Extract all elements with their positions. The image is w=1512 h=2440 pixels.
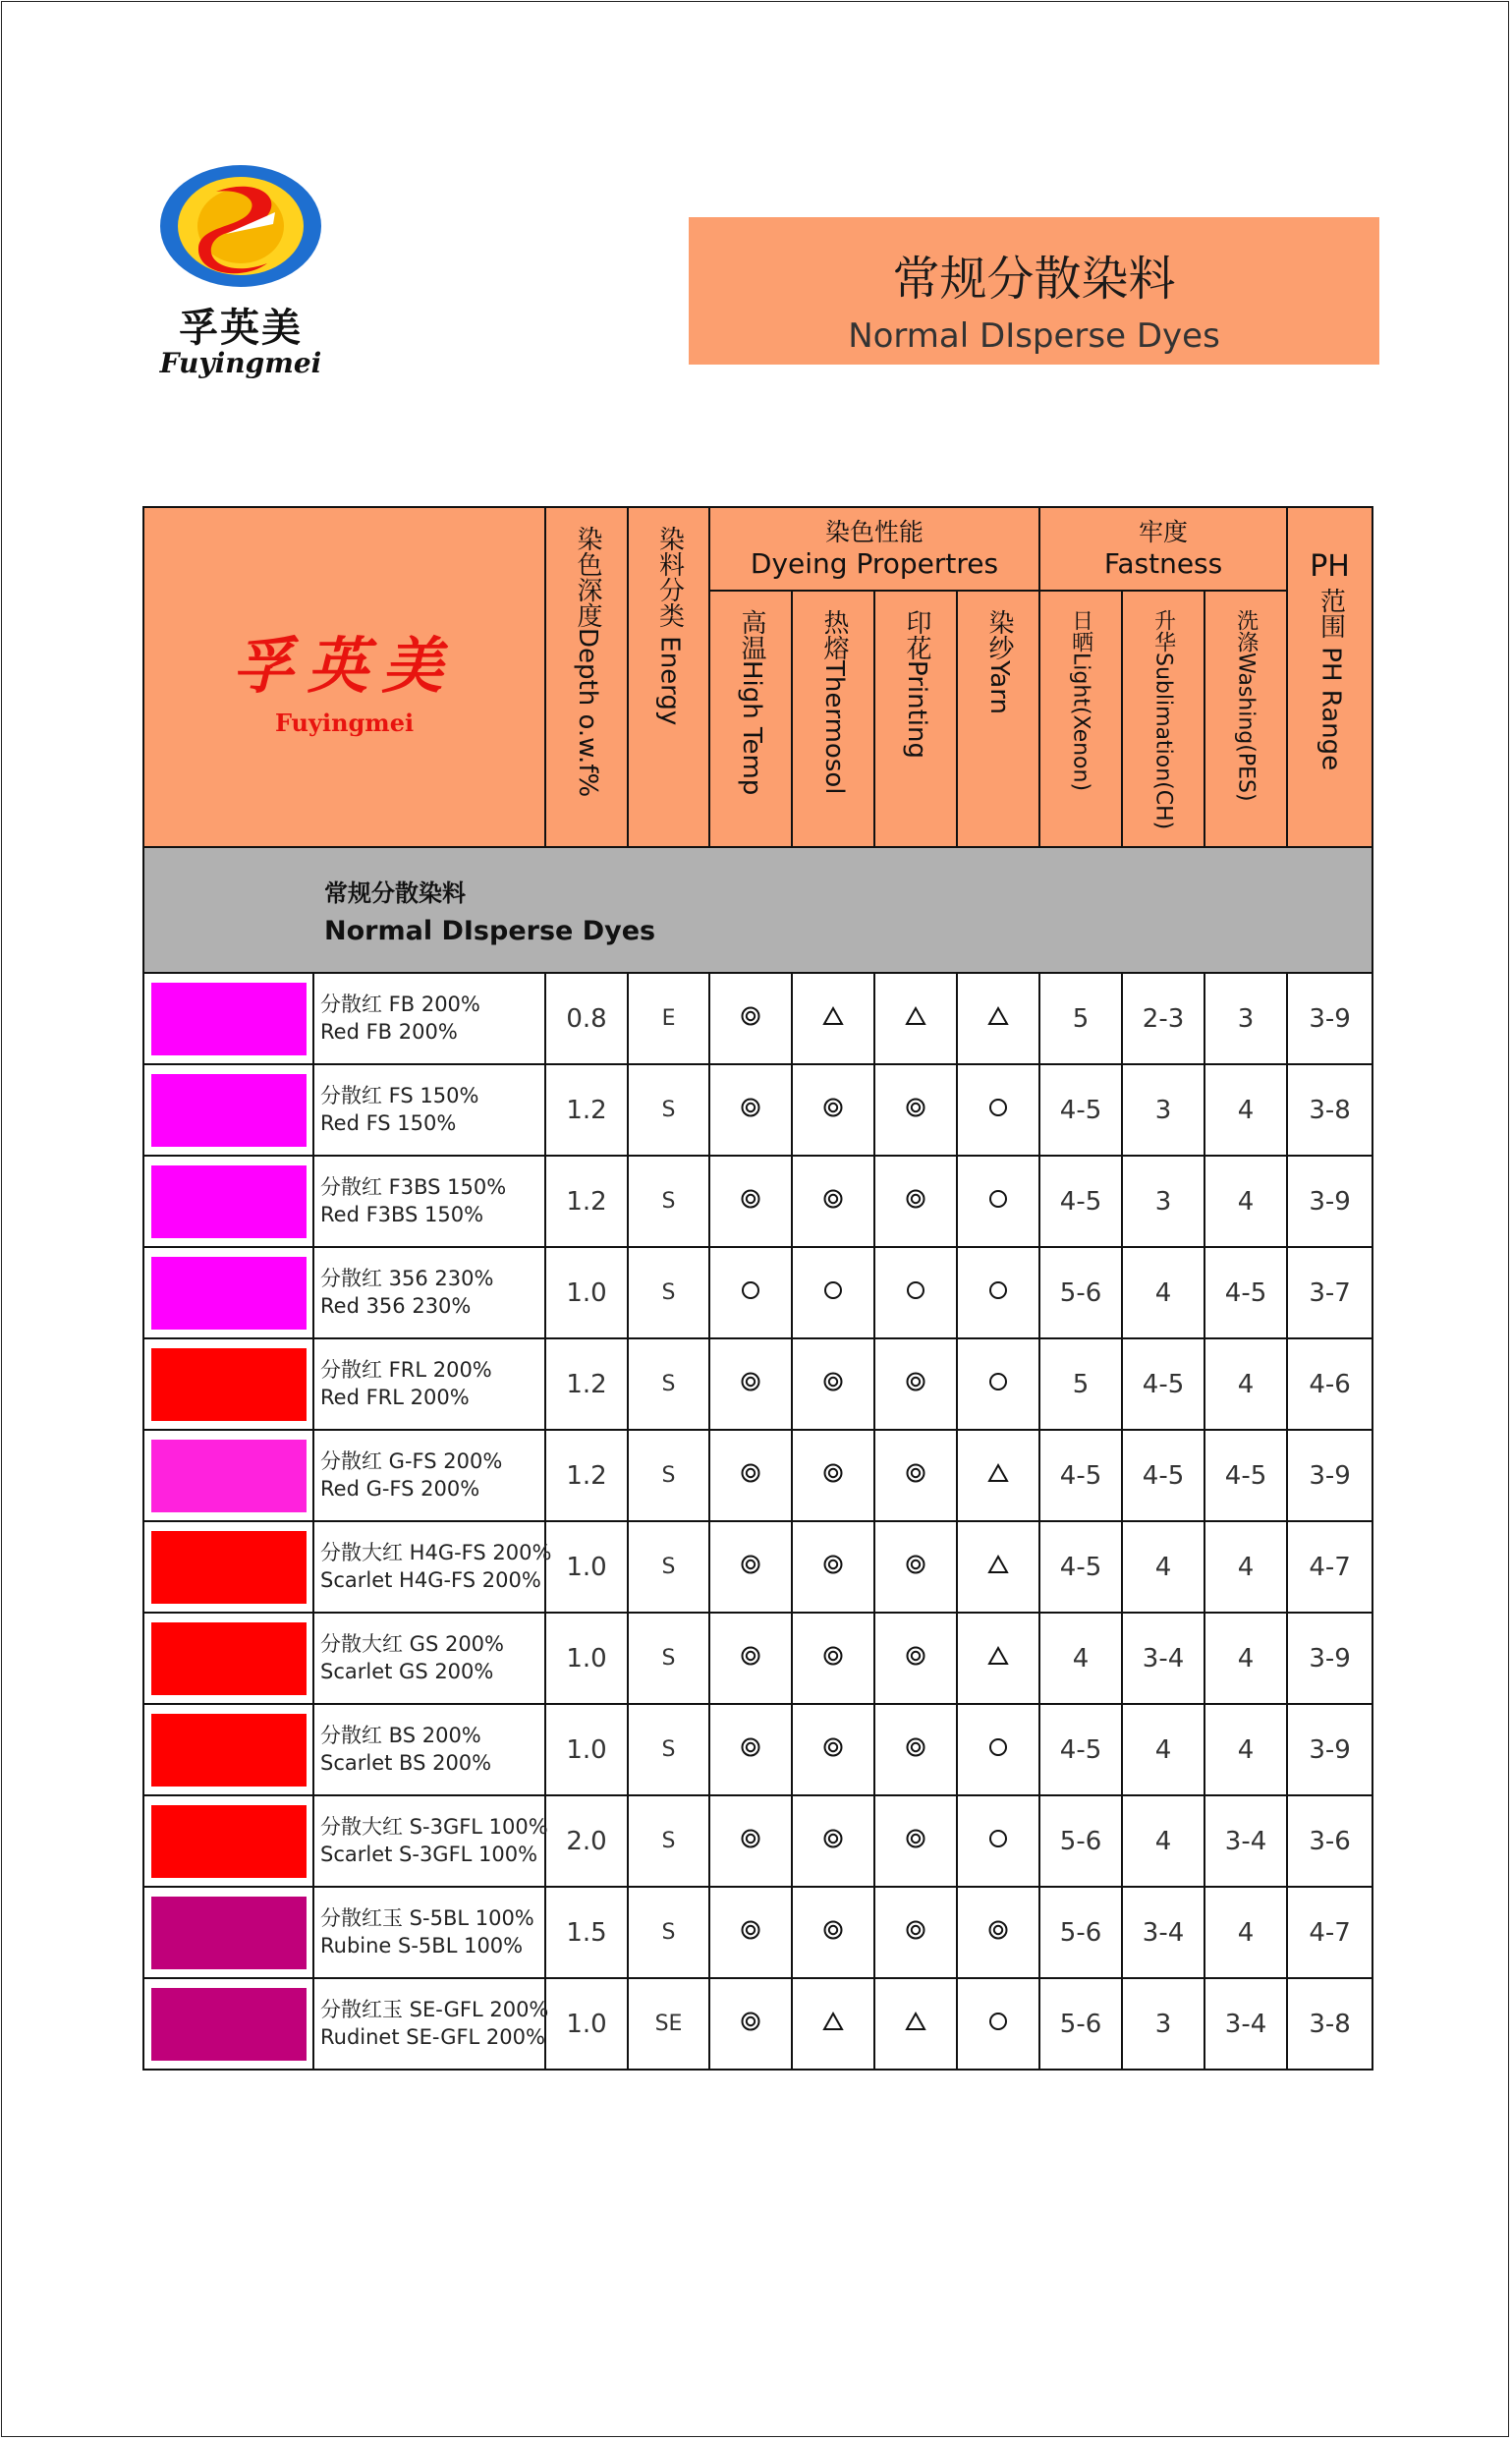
page-title-cn: 常规分散染料: [892, 252, 1176, 307]
depth-cell: 1.2: [545, 1064, 628, 1156]
light-cell: 4-5: [1039, 1521, 1122, 1613]
yarn-cell: [957, 1613, 1039, 1704]
thermosol-cell: [792, 1247, 874, 1338]
color-swatch: [151, 1348, 307, 1421]
high-temp-header: [709, 591, 792, 847]
energy-cell: SE: [628, 1978, 709, 2070]
energy-cell: S: [628, 1795, 709, 1887]
triangle-icon: [822, 1005, 844, 1027]
ph-header: [1287, 507, 1372, 847]
color-swatch: [151, 1622, 307, 1695]
thermosol-label: 热熔Thermosol: [818, 609, 849, 795]
section-title-en: Normal DIsperse Dyes: [324, 916, 656, 946]
dye-name-cell: [313, 1978, 549, 2070]
washing-cell: 4: [1204, 1156, 1287, 1247]
thermosol-cell: [792, 1338, 874, 1430]
depth-cell: 1.2: [545, 1430, 628, 1521]
double-circle-icon: [822, 1554, 844, 1575]
light-cell: 5: [1039, 973, 1122, 1064]
sublimation-cell: 4: [1122, 1247, 1204, 1338]
energy-cell: S: [628, 1704, 709, 1795]
section-row: [143, 847, 1372, 973]
thermosol-cell: [792, 1613, 874, 1704]
light-cell: 4-5: [1039, 1430, 1122, 1521]
yarn-cell: [957, 1156, 1039, 1247]
double-circle-icon: [905, 1828, 926, 1849]
table-row: [143, 1613, 1372, 1704]
double-circle-icon: [740, 1097, 761, 1118]
circle-icon: [987, 1828, 1009, 1849]
dye-name-cell: [313, 1613, 545, 1704]
color-swatch: [151, 1897, 307, 1969]
dye-name-cell: [313, 973, 545, 1064]
title-banner: [689, 217, 1379, 365]
thermosol-cell: [792, 1795, 874, 1887]
dye-name-cn: 分散大红 GS 200%: [320, 1632, 504, 1657]
table-row: [143, 973, 1372, 1064]
color-swatch-cell: [143, 1156, 313, 1247]
sublimation-cell: 3-4: [1122, 1613, 1204, 1704]
dye-name-en: Red FB 200%: [320, 1019, 458, 1044]
light-cell: 5-6: [1039, 1978, 1122, 2070]
thermosol-cell: [792, 1978, 874, 2070]
high-temp-cell: [709, 1247, 792, 1338]
depth-header: [545, 507, 628, 847]
depth-cell: 1.5: [545, 1887, 628, 1978]
light-cell: 5: [1039, 1338, 1122, 1430]
circle-icon: [987, 2011, 1009, 2032]
double-circle-icon: [740, 1462, 761, 1484]
circle-icon: [740, 1279, 761, 1301]
high-temp-cell: [709, 973, 792, 1064]
dye-name-en: Scarlet GS 200%: [320, 1659, 494, 1683]
dye-name-cell: [313, 1704, 545, 1795]
circle-icon: [987, 1188, 1009, 1210]
yarn-header: [957, 591, 1039, 847]
color-swatch-cell: [143, 1430, 313, 1521]
ph-cell: 3-8: [1287, 1064, 1372, 1156]
table-row: [143, 1156, 1372, 1247]
yarn-cell: [957, 1704, 1039, 1795]
energy-cell: S: [628, 1247, 709, 1338]
energy-cell: S: [628, 1887, 709, 1978]
printing-cell: [874, 1521, 957, 1613]
section-label: [143, 847, 1372, 973]
color-swatch-cell: [143, 1887, 313, 1978]
sublimation-cell: 4-5: [1122, 1430, 1204, 1521]
double-circle-icon: [905, 1919, 926, 1941]
high-temp-cell: [709, 1521, 792, 1613]
ph-cell: 3-9: [1287, 1613, 1372, 1704]
fastness-header: [1039, 507, 1287, 591]
logo-name-cn: 孚英美: [179, 305, 303, 351]
high-temp-label: 高温High Temp: [736, 609, 766, 796]
yarn-cell: [957, 973, 1039, 1064]
sublimation-cell: 3: [1122, 1064, 1204, 1156]
triangle-icon: [987, 1554, 1009, 1575]
double-circle-icon: [822, 1828, 844, 1849]
double-circle-icon: [822, 1371, 844, 1392]
dye-name-cn: 分散红 356 230%: [320, 1267, 494, 1291]
energy-cell: S: [628, 1430, 709, 1521]
printing-label: 印花Printing: [901, 609, 931, 760]
double-circle-icon: [822, 1736, 844, 1758]
table-row: [143, 1704, 1372, 1795]
thermosol-cell: [792, 1887, 874, 1978]
dye-name-en: Red FS 150%: [320, 1110, 457, 1135]
circle-icon: [905, 1279, 926, 1301]
energy-cell: S: [628, 1156, 709, 1247]
dye-name-cn: 分散红 FRL 200%: [320, 1358, 492, 1383]
color-swatch: [151, 1805, 307, 1878]
depth-header-label: 染色深度Depth o.w.f%: [572, 526, 602, 798]
brand-cell: [143, 507, 545, 847]
printing-cell: [874, 1613, 957, 1704]
triangle-icon: [905, 1005, 926, 1027]
dye-name-cn: 分散红玉 SE-GFL 200%: [320, 1998, 549, 2022]
washing-cell: 3-4: [1204, 1978, 1287, 2070]
double-circle-icon: [905, 1462, 926, 1484]
color-swatch-cell: [143, 1064, 313, 1156]
dye-name-cell: [313, 1338, 545, 1430]
sublimation-cell: 4: [1122, 1521, 1204, 1613]
double-circle-icon: [822, 1462, 844, 1484]
dye-name-en: Red G-FS 200%: [320, 1476, 480, 1501]
washing-cell: 3-4: [1204, 1795, 1287, 1887]
dyeing-group-cn: 染色性能: [825, 517, 924, 546]
light-cell: 5-6: [1039, 1247, 1122, 1338]
dye-name-cn: 分散大红 H4G-FS 200%: [320, 1541, 552, 1565]
table-row: [143, 1978, 1372, 2070]
color-swatch: [151, 1257, 307, 1330]
company-logo: [157, 157, 334, 383]
thermosol-cell: [792, 1521, 874, 1613]
dye-name-cn: 分散红 BS 200%: [320, 1724, 481, 1748]
dyeing-group-en: Dyeing Propertres: [750, 546, 999, 580]
depth-cell: 1.0: [545, 1613, 628, 1704]
dye-name-cell: [313, 1247, 545, 1338]
triangle-icon: [822, 2011, 844, 2032]
energy-header-label: 染料分类 Energy: [654, 526, 685, 726]
circle-icon: [987, 1371, 1009, 1392]
circle-icon: [822, 1279, 844, 1301]
double-circle-icon: [987, 1919, 1009, 1941]
page-title-en: Normal DIsperse Dyes: [848, 316, 1220, 356]
triangle-icon: [987, 1462, 1009, 1484]
dye-name-en: Red 356 230%: [320, 1293, 472, 1318]
printing-cell: [874, 1430, 957, 1521]
double-circle-icon: [740, 1645, 761, 1667]
color-swatch-cell: [143, 1613, 313, 1704]
dye-name-cell: [313, 1430, 545, 1521]
table-row: [143, 1064, 1372, 1156]
sublimation-cell: 2-3: [1122, 973, 1204, 1064]
fastness-group-en: Fastness: [1103, 546, 1223, 580]
color-swatch-cell: [143, 1247, 313, 1338]
color-swatch-cell: [143, 973, 313, 1064]
brand-name-en: Fuyingmei: [274, 709, 415, 737]
yarn-cell: [957, 1978, 1039, 2070]
double-circle-icon: [905, 1554, 926, 1575]
depth-cell: 1.0: [545, 1521, 628, 1613]
energy-cell: S: [628, 1064, 709, 1156]
double-circle-icon: [905, 1188, 926, 1210]
ph-cell: 3-9: [1287, 1430, 1372, 1521]
circle-icon: [987, 1097, 1009, 1118]
double-circle-icon: [740, 2011, 761, 2032]
color-swatch: [151, 1531, 307, 1604]
dye-name-cell: [313, 1156, 545, 1247]
double-circle-icon: [740, 1828, 761, 1849]
thermosol-cell: [792, 1704, 874, 1795]
light-cell: 5-6: [1039, 1887, 1122, 1978]
double-circle-icon: [905, 1097, 926, 1118]
depth-cell: 0.8: [545, 973, 628, 1064]
section-title-cn: 常规分散染料: [324, 880, 466, 907]
printing-cell: [874, 1247, 957, 1338]
depth-cell: 1.2: [545, 1338, 628, 1430]
color-swatch: [151, 1714, 307, 1787]
double-circle-icon: [740, 1919, 761, 1941]
yarn-cell: [957, 1338, 1039, 1430]
depth-cell: 1.0: [545, 1247, 628, 1338]
dye-name-en: Rubine S-5BL 100%: [320, 1933, 524, 1958]
table-row: [143, 1887, 1372, 1978]
dye-name-cn: 分散大红 S-3GFL 100%: [320, 1815, 548, 1840]
color-swatch: [151, 1165, 307, 1238]
yarn-cell: [957, 1887, 1039, 1978]
logo-icon: [157, 157, 324, 295]
dye-name-cell: [313, 1064, 545, 1156]
dye-name-en: Scarlet H4G-FS 200%: [320, 1567, 541, 1592]
ph-cell: 4-7: [1287, 1887, 1372, 1978]
dye-name-cell: [313, 1521, 552, 1613]
high-temp-cell: [709, 1978, 792, 2070]
logo-name-en: Fuyingmei: [159, 347, 322, 379]
double-circle-icon: [740, 1005, 761, 1027]
washing-cell: 4: [1204, 1704, 1287, 1795]
yarn-cell: [957, 1064, 1039, 1156]
energy-cell: S: [628, 1521, 709, 1613]
ph-cell: 3-7: [1287, 1247, 1372, 1338]
color-swatch-cell: [143, 1704, 313, 1795]
double-circle-icon: [905, 1645, 926, 1667]
washing-header: [1204, 591, 1287, 847]
high-temp-cell: [709, 1795, 792, 1887]
ph-header-top: PH: [1310, 549, 1350, 584]
washing-label: 洗涤Washing(PES): [1233, 609, 1259, 802]
color-swatch: [151, 983, 307, 1055]
yarn-cell: [957, 1247, 1039, 1338]
ph-cell: 3-8: [1287, 1978, 1372, 2070]
sublimation-cell: 3: [1122, 1978, 1204, 2070]
table-row: [143, 1521, 1372, 1613]
double-circle-icon: [740, 1188, 761, 1210]
printing-header: [874, 591, 957, 847]
thermosol-header: [792, 591, 874, 847]
washing-cell: 4-5: [1204, 1430, 1287, 1521]
color-swatch-cell: [143, 1978, 313, 2070]
sublimation-label: 升华Sublimation(CH): [1150, 609, 1176, 830]
double-circle-icon: [740, 1554, 761, 1575]
dye-name-en: Scarlet S-3GFL 100%: [320, 1842, 538, 1866]
sublimation-cell: 4: [1122, 1795, 1204, 1887]
light-cell: 4-5: [1039, 1064, 1122, 1156]
energy-cell: S: [628, 1338, 709, 1430]
printing-cell: [874, 1795, 957, 1887]
circle-icon: [987, 1279, 1009, 1301]
ph-header-label: 范围 PH Range: [1316, 588, 1346, 771]
high-temp-cell: [709, 1156, 792, 1247]
dye-name-cn: 分散红 FS 150%: [320, 1084, 479, 1108]
washing-cell: 4-5: [1204, 1247, 1287, 1338]
depth-cell: 1.0: [545, 1978, 628, 2070]
washing-cell: 4: [1204, 1521, 1287, 1613]
ph-cell: 4-6: [1287, 1338, 1372, 1430]
thermosol-cell: [792, 1064, 874, 1156]
header-row-1: [143, 507, 1372, 591]
dye-name-cn: 分散红 G-FS 200%: [320, 1449, 503, 1474]
high-temp-cell: [709, 1613, 792, 1704]
light-header: [1039, 591, 1122, 847]
ph-cell: 3-6: [1287, 1795, 1372, 1887]
dye-name-cell: [313, 1887, 545, 1978]
washing-cell: 4: [1204, 1338, 1287, 1430]
sublimation-cell: 4-5: [1122, 1338, 1204, 1430]
sublimation-cell: 4: [1122, 1704, 1204, 1795]
yarn-cell: [957, 1430, 1039, 1521]
table-row: [143, 1430, 1372, 1521]
double-circle-icon: [822, 1097, 844, 1118]
high-temp-cell: [709, 1430, 792, 1521]
color-swatch-cell: [143, 1795, 313, 1887]
table-row: [143, 1795, 1372, 1887]
double-circle-icon: [822, 1919, 844, 1941]
energy-cell: E: [628, 973, 709, 1064]
double-circle-icon: [740, 1736, 761, 1758]
double-circle-icon: [905, 1371, 926, 1392]
washing-cell: 4: [1204, 1064, 1287, 1156]
dye-name-en: Red FRL 200%: [320, 1385, 470, 1409]
dye-name-en: Red F3BS 150%: [320, 1202, 484, 1226]
washing-cell: 3: [1204, 973, 1287, 1064]
ph-cell: 4-7: [1287, 1521, 1372, 1613]
printing-cell: [874, 1704, 957, 1795]
ph-cell: 3-9: [1287, 973, 1372, 1064]
triangle-icon: [905, 2011, 926, 2032]
ph-cell: 3-9: [1287, 1156, 1372, 1247]
light-cell: 4-5: [1039, 1156, 1122, 1247]
dye-name-en: Scarlet BS 200%: [320, 1750, 492, 1775]
printing-cell: [874, 1156, 957, 1247]
dye-name-cn: 分散红 FB 200%: [320, 993, 480, 1017]
dye-table: [142, 506, 1373, 2071]
thermosol-cell: [792, 973, 874, 1064]
washing-cell: 4: [1204, 1613, 1287, 1704]
depth-cell: 1.0: [545, 1704, 628, 1795]
sublimation-header: [1122, 591, 1204, 847]
printing-cell: [874, 973, 957, 1064]
energy-header: [628, 507, 709, 847]
brand-name-cn: 孚英美: [232, 630, 457, 702]
energy-cell: S: [628, 1613, 709, 1704]
depth-cell: 1.2: [545, 1156, 628, 1247]
color-swatch: [151, 1440, 307, 1512]
dye-name-cn: 分散红玉 S-5BL 100%: [320, 1906, 534, 1931]
double-circle-icon: [905, 1736, 926, 1758]
yarn-cell: [957, 1521, 1039, 1613]
high-temp-cell: [709, 1338, 792, 1430]
printing-cell: [874, 1338, 957, 1430]
dyeing-properties-header: [709, 507, 1039, 591]
high-temp-cell: [709, 1704, 792, 1795]
ph-cell: 3-9: [1287, 1704, 1372, 1795]
washing-cell: 4: [1204, 1887, 1287, 1978]
yarn-cell: [957, 1795, 1039, 1887]
circle-icon: [987, 1736, 1009, 1758]
sublimation-cell: 3: [1122, 1156, 1204, 1247]
color-swatch: [151, 1074, 307, 1147]
thermosol-cell: [792, 1156, 874, 1247]
printing-cell: [874, 1887, 957, 1978]
high-temp-cell: [709, 1064, 792, 1156]
double-circle-icon: [822, 1188, 844, 1210]
printing-cell: [874, 1978, 957, 2070]
dye-name-cell: [313, 1795, 548, 1887]
depth-cell: 2.0: [545, 1795, 628, 1887]
dye-name-en: Rudinet SE-GFL 200%: [320, 2024, 545, 2049]
color-swatch-cell: [143, 1338, 313, 1430]
printing-cell: [874, 1064, 957, 1156]
table-row: [143, 1338, 1372, 1430]
table-row: [143, 1247, 1372, 1338]
dye-rows: [143, 973, 1372, 2070]
fastness-group-cn: 牢度: [1139, 517, 1189, 546]
double-circle-icon: [822, 1645, 844, 1667]
dye-name-cn: 分散红 F3BS 150%: [320, 1175, 507, 1200]
light-cell: 4: [1039, 1613, 1122, 1704]
thermosol-cell: [792, 1430, 874, 1521]
high-temp-cell: [709, 1887, 792, 1978]
yarn-label: 染纱Yarn: [983, 609, 1014, 714]
triangle-icon: [987, 1645, 1009, 1667]
light-cell: 5-6: [1039, 1795, 1122, 1887]
double-circle-icon: [740, 1371, 761, 1392]
light-label: 日晒Light(Xenon): [1068, 609, 1093, 792]
light-cell: 4-5: [1039, 1704, 1122, 1795]
color-swatch-cell: [143, 1521, 313, 1613]
sublimation-cell: 3-4: [1122, 1887, 1204, 1978]
color-swatch: [151, 1988, 307, 2061]
triangle-icon: [987, 1005, 1009, 1027]
